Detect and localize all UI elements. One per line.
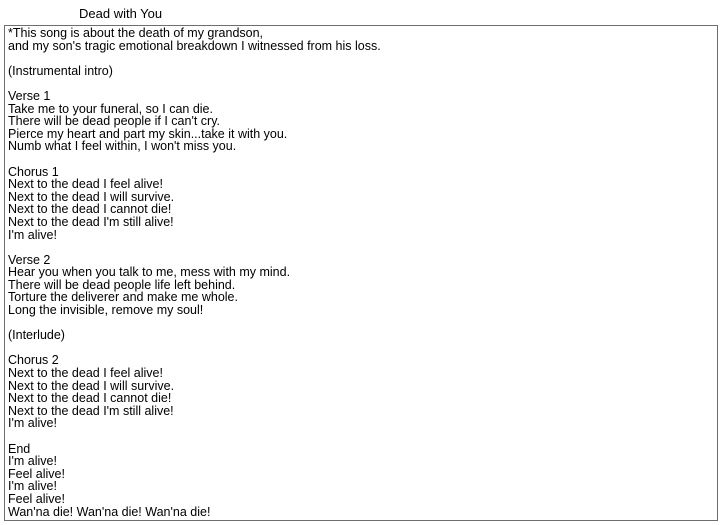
- lyric-line: [8, 52, 715, 65]
- lyric-line: Next to the dead I cannot die!: [8, 202, 172, 217]
- lyric-line: (Interlude): [8, 328, 65, 343]
- lyric-line: Feel alive!: [8, 491, 65, 506]
- lyric-line: I'm alive!: [8, 416, 57, 431]
- lyric-line: Feel alive!: [8, 466, 65, 481]
- lyric-line: There will be dead people life left behind.: [8, 277, 236, 292]
- lyric-line: (Instrumental intro): [8, 63, 113, 78]
- lyric-line: and my son's tragic emotional breakdown I witnessed from his loss.: [8, 38, 381, 53]
- lyric-line: Hear you when you talk to me, mess with my mind.: [8, 265, 291, 280]
- lyric-line: There will be dead people if I can't cry.: [8, 114, 220, 129]
- lyric-line: [8, 241, 715, 254]
- lyric-line: I'm alive!: [8, 454, 57, 469]
- lyric-line: Numb what I feel within, I won't miss you.: [8, 139, 237, 154]
- lyric-line: I'm alive!: [8, 227, 57, 242]
- lyric-line: [8, 342, 715, 355]
- lyric-line: End: [8, 441, 31, 456]
- lyric-line: Chorus 2: [8, 353, 59, 368]
- lyric-line: [8, 317, 715, 330]
- lyric-line: Next to the dead I feel alive!: [8, 177, 163, 192]
- lyric-line: Next to the dead I'm still alive!: [8, 214, 174, 229]
- lyric-line: Pierce my heart and part my skin...take it with you.: [8, 126, 288, 141]
- lyric-line: Take me to your funeral, so I can die.: [8, 101, 213, 116]
- lyric-line: Next to the dead I feel alive!: [8, 366, 163, 381]
- lyric-line: Next to the dead I'm still alive!: [8, 403, 174, 418]
- lyric-line: *This song is about the death of my grandson,: [8, 26, 264, 40]
- lyric-line: Long the invisible, remove my soul!: [8, 303, 204, 318]
- lyric-line: Torture the deliverer and make me whole.: [8, 290, 238, 305]
- lyric-line: Verse 2: [8, 252, 51, 267]
- lyrics-text-area[interactable]: [4, 25, 718, 521]
- lyric-line: [8, 77, 715, 90]
- lyric-line: I'm alive!: [8, 479, 57, 494]
- lyric-line: Next to the dead I will survive.: [8, 378, 175, 393]
- lyric-line: Next to the dead I will survive.: [8, 189, 175, 204]
- lyric-line: [8, 153, 715, 166]
- lyric-line: [8, 430, 715, 443]
- lyric-line: Verse 1: [8, 88, 51, 103]
- lyric-line: Chorus 1: [8, 164, 59, 179]
- document-title: Dead with You: [79, 6, 163, 21]
- lyric-line: Wan'na die! Wan'na die! Wan'na die!: [8, 504, 211, 519]
- lyric-line: Next to the dead I cannot die!: [8, 391, 172, 406]
